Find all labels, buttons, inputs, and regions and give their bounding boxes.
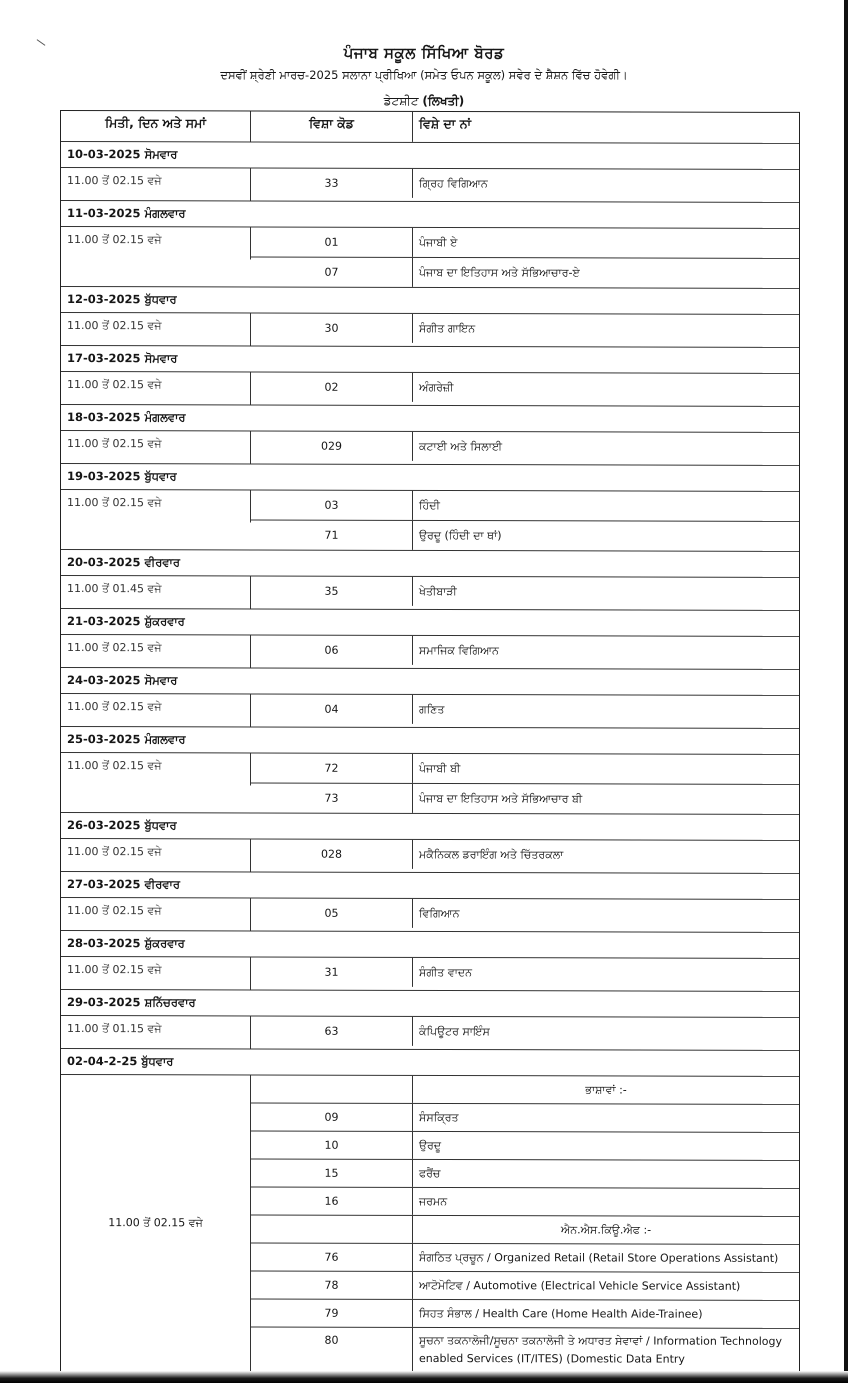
exam-date: 02-04-2-25 ਬੁੱਧਵਾਰ [67,1054,174,1069]
exam-date: 19-03-2025 ਬੁੱਧਵਾਰ [67,469,177,484]
subject-list [251,314,799,347]
subject-name: ਪੰਜਾਬ ਦਾ ਇਤਿਹਾਸ ਅਤੇ ਸੱਭਿਆਚਾਰ-ਏ [419,265,580,279]
subject-name: ਸੰਗਠਿਤ ਪ੍ਰਚੂਨ / Organized Retail (Retail Store Operations Assistant) [419,1250,779,1265]
exam-subtitle: ਦਸਵੀਂ ਸ਼੍ਰੇਣੀ ਮਾਰਚ-2025 ਸਲਾਨਾ ਪ੍ਰੀਖਿਆ (ਸਮੇਤ ਓਪਨ ਸਕੂਲ) ਸਵੇਰ ਦੇ ਸ਼ੈਸ਼ਨ ਵਿੱਚ ਹੋਵੇਗੀ। [220,68,628,82]
empty-code-cell [251,1076,413,1103]
exam-row [61,372,799,407]
subject-list [251,169,799,202]
subject-code: 73 [251,784,413,813]
subject-code: 31 [251,958,413,987]
subject-row [251,521,799,551]
subject-row [251,1244,799,1273]
exam-row [61,431,799,466]
subject-name: ਪੰਜਾਬੀ ਏ [419,235,458,249]
nsqf-heading [413,1216,799,1244]
subject-row [251,1132,799,1161]
date-row [61,727,799,755]
languages-heading [413,1076,799,1104]
date-row [61,464,799,492]
exam-row [61,957,799,992]
subject-name: ਗ੍ਰਿਹ ਵਿਗਿਆਨ [419,176,488,190]
exam-date: 12-03-2025 ਬੁੱਧਵਾਰ [67,292,177,307]
exam-time: 11.00 ਤੋਂ 02.15 ਵਜੇ [61,753,251,785]
exam-row [61,227,799,289]
exam-row [61,313,799,348]
subject-row [251,228,799,259]
subject-list [251,577,799,610]
subject-row [251,695,799,725]
date-row [61,1049,799,1077]
subject-row [251,784,799,814]
table-header-row [61,111,799,144]
date-row [61,201,799,229]
datesheet-label [0,94,848,110]
subject-code: 80 [251,1328,413,1372]
subject-code: 35 [251,577,413,606]
subject-row [251,1017,799,1047]
subject-code: 10 [251,1132,413,1159]
subject-row [251,258,799,288]
subject-row [251,754,799,785]
exam-row [61,898,799,933]
subject-row [251,1104,799,1133]
date-row [61,609,799,637]
subject-code: 79 [251,1300,413,1327]
subject-name: ਸਮਾਜਿਕ ਵਿਗਿਆਨ [419,643,499,657]
date-row [61,346,799,374]
exam-time: 11.00 ਤੋਂ 02.15 ਵਜੇ [61,227,251,259]
subject-row [251,1300,799,1329]
subject-name: ਕਟਾਈ ਅਤੇ ਸਿਲਾਈ [419,439,503,453]
subject-name: ਸੂਚਨਾ ਤਕਨਾਲੋਜੀ/ਸੂਚਨਾ ਤਕਨਾਲੋਜੀ ਤੇ ਅਧਾਰਤ ਸੇਵਾਵਾਂ / Information Technology enabled Services (IT/ITES) (Domestic Data Entry [419,1333,782,1366]
exam-row [61,839,799,874]
subject-row [251,577,799,607]
exam-time: 11.00 ਤੋਂ 02.15 ਵਜੇ [61,694,251,726]
subject-list [251,373,799,406]
exam-date: 27-03-2025 ਵੀਰਵਾਰ [67,877,180,892]
header-date-time: ਮਿਤੀ, ਦਿਨ ਅਤੇ ਸਮਾਂ [61,111,251,141]
subject-name: ਪੰਜਾਬ ਦਾ ਇਤਿਹਾਸ ਅਤੇ ਸੱਭਿਆਚਾਰ ਬੀ [419,791,583,805]
exam-time: 11.00 ਤੋਂ 02.15 ਵਜੇ [61,1075,251,1371]
exam-time: 11.00 ਤੋਂ 02.15 ਵਜੇ [61,839,251,871]
subject-name: ਉਰਦੂ [419,1138,442,1152]
exam-time: 11.00 ਤੋਂ 02.15 ਵਜੇ [61,168,251,200]
subject-code: 029 [251,432,413,461]
exam-time: 11.00 ਤੋਂ 02.15 ਵਜੇ [61,431,251,463]
date-row [61,550,799,578]
subject-name: ਉਰਦੂ (ਹਿੰਦੀ ਦਾ ਥਾਂ) [419,528,502,542]
exam-row [61,753,799,815]
subject-code: 33 [251,169,413,198]
date-row [61,813,799,841]
exam-row [61,635,799,670]
date-row [61,287,799,315]
datesheet-prefix: ਡੇਟਸ਼ੀਟ [383,94,419,108]
subject-name: ਕੰਪਿਊਟਰ ਸਾਇੰਸ [419,1024,490,1038]
subject-code: 03 [251,491,413,520]
date-row [61,142,799,170]
header-code: ਵਿਸ਼ਾ ਕੋਡ [251,112,413,142]
subject-code: 72 [251,754,413,783]
subject-row [251,432,799,462]
subject-name: ਸੰਸਕ੍ਰਿਤ [419,1110,459,1124]
subject-name: ਪੰਜਾਬੀ ਬੀ [419,761,461,775]
exam-time: 11.00 ਤੋਂ 02.15 ਵਜੇ [61,490,251,522]
document-header [0,44,848,110]
subject-row [251,636,799,666]
exam-date: 21-03-2025 ਸ਼ੁੱਕਰਵਾਰ [67,614,185,629]
exam-row [61,1075,799,1373]
exam-date: 17-03-2025 ਸੋਮਵਾਰ [67,351,178,366]
scan-edge-right [844,0,848,1383]
subject-list [251,1017,799,1050]
datesheet-type: (ਲਿਖਤੀ) [422,94,465,108]
nsqf-heading-text: ਐਨ.ਐਸ.ਕਿਊ.ਐਫ :- [560,1222,652,1237]
exam-time: 11.00 ਤੋਂ 02.15 ਵਜੇ [61,372,251,404]
languages-heading-text: ਭਾਸ਼ਾਵਾਂ :- [585,1082,627,1096]
subject-list [251,899,799,932]
scan-edge-bottom [0,1371,848,1383]
subject-row [251,373,799,403]
subject-name: ਸੰਗੀਤ ਵਾਦਨ [419,965,473,979]
subject-row [251,1160,799,1189]
date-row [61,668,799,696]
subject-name: ਸਿਹਤ ਸੰਭਾਲ / Health Care (Home Health Aide-Trainee) [419,1306,703,1321]
subject-name: ਫਰੈਂਚ [419,1166,441,1180]
subject-name: ਗਣਿਤ [419,702,445,716]
subject-code: 05 [251,899,413,928]
subject-row [251,1272,799,1301]
exam-time: 11.00 ਤੋਂ 02.15 ਵਜੇ [61,898,251,930]
subject-row [251,314,799,344]
exam-date: 28-03-2025 ਸ਼ੁੱਕਰਵਾਰ [67,936,185,951]
exam-date: 24-03-2025 ਸੋਮਵਾਰ [67,673,178,688]
subject-row [251,840,799,870]
exam-date: 10-03-2025 ਸੋਮਵਾਰ [67,147,178,162]
subject-list [251,1076,799,1373]
subject-code: 76 [251,1244,413,1271]
subject-code: 16 [251,1188,413,1215]
exam-time: 11.00 ਤੋਂ 01.45 ਵਜੇ [61,576,251,608]
subject-name: ਖੇਤੀਬਾੜੀ [419,584,457,598]
exam-time: 11.00 ਤੋਂ 02.15 ਵਜੇ [61,957,251,989]
subject-row [251,491,799,522]
exam-date: 11-03-2025 ਮੰਗਲਵਾਰ [67,206,186,221]
exam-time: 11.00 ਤੋਂ 01.15 ਵਜੇ [61,1016,251,1048]
languages-heading-row [251,1076,799,1105]
datesheet-table [60,110,800,1374]
empty-code-cell [251,1216,413,1243]
exam-date: 25-03-2025 ਮੰਗਲਵਾਰ [67,732,186,747]
subject-name: ਅੰਗਰੇਜ਼ੀ [419,380,454,394]
exam-time: 11.00 ਤੋਂ 02.15 ਵਜੇ [61,313,251,345]
exam-row [61,694,799,729]
exam-row [61,1016,799,1051]
nsqf-heading-row [251,1216,799,1245]
subject-code: 07 [251,258,413,287]
subject-list [251,228,799,288]
exam-row [61,168,799,203]
subject-code: 02 [251,373,413,402]
subject-name: ਸੰਗੀਤ ਗਾਇਨ [419,321,476,335]
subject-name: ਵਿਗਿਆਨ [419,906,460,920]
subject-code: 028 [251,840,413,869]
subject-list [251,840,799,873]
board-title: ਪੰਜਾਬ ਸਕੂਲ ਸਿੱਖਿਆ ਬੋਰਡ [343,44,505,62]
subject-code: 63 [251,1017,413,1046]
subject-row [251,1188,799,1217]
subject-list [251,491,799,551]
subject-name: ਹਿੰਦੀ [419,498,440,512]
subject-list [251,432,799,465]
subject-list [251,695,799,728]
date-row [61,990,799,1018]
subject-row [251,169,799,199]
date-row [61,872,799,900]
subject-code: 01 [251,228,413,257]
exam-date: 26-03-2025 ਬੁੱਧਵਾਰ [67,818,177,833]
subject-row [251,899,799,929]
exam-date: 29-03-2025 ਸ਼ਨਿੱਚਰਵਾਰ [67,995,196,1010]
subject-code: 06 [251,636,413,665]
subject-list [251,754,799,814]
subject-name: ਮਕੈਨਿਕਲ ਡਰਾਇੰਗ ਅਤੇ ਚਿੱਤਰਕਲਾ [419,847,564,861]
header-subject: ਵਿਸ਼ੇ ਦਾ ਨਾਂ [419,115,472,132]
subject-code: 71 [251,521,413,550]
subject-name: ਆਟੋਮੋਟਿਵ / Automotive (Electrical Vehicle Service Assistant) [419,1278,741,1293]
subject-code: 30 [251,314,413,343]
subject-code: 04 [251,695,413,724]
subject-list [251,958,799,991]
subject-name: ਜਰਮਨ [419,1194,448,1208]
subject-code: 15 [251,1160,413,1187]
subject-row [251,958,799,988]
exam-date: 20-03-2025 ਵੀਰਵਾਰ [67,555,180,570]
exam-row [61,490,799,552]
date-row [61,405,799,433]
exam-row [61,576,799,611]
subject-list [251,636,799,669]
exam-date: 18-03-2025 ਮੰਗਲਵਾਰ [67,410,186,425]
subject-code: 78 [251,1272,413,1299]
subject-code: 09 [251,1104,413,1131]
date-row [61,931,799,959]
exam-time: 11.00 ਤੋਂ 02.15 ਵਜੇ [61,635,251,667]
subject-row [251,1328,799,1373]
